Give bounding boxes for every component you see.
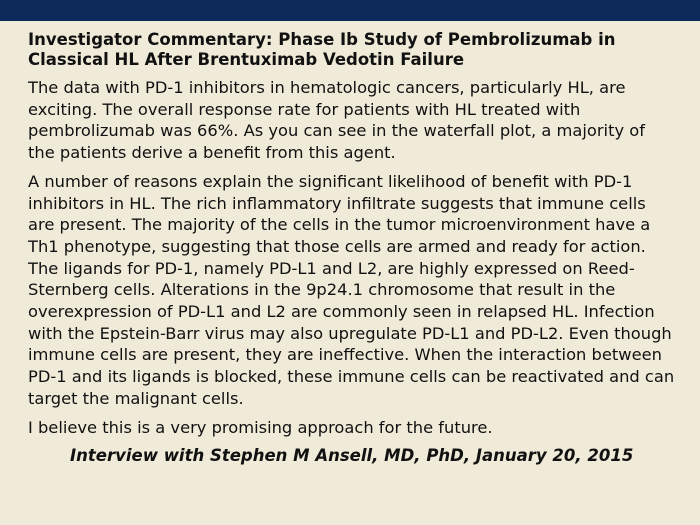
slide-title-line-1: Investigator Commentary: Phase Ib Study of Pembrolizumab in bbox=[28, 30, 616, 49]
slide-title bbox=[28, 30, 676, 70]
paragraph-response-rate: The data with PD-1 inhibitors in hematologic cancers, particularly HL, are exciting. The overall response rate for patients with HL treated with pembrolizumab was 66%. As you can see in the waterfall plot, a majority of the patients derive a benefit from this agent. bbox=[28, 78, 645, 163]
paragraph-conclusion: I believe this is a very promising approach for the future. bbox=[28, 417, 493, 437]
interview-attribution: Interview with Stephen M Ansell, MD, PhD, January 20, 2015 bbox=[70, 446, 634, 466]
header-bar bbox=[0, 0, 700, 21]
slide-title-line-2: Classical HL After Brentuximab Vedotin Failure bbox=[28, 50, 465, 69]
paragraph-mechanism: A number of reasons explain the significant likelihood of benefit with PD-1 inhibitors in HL. The rich inflammatory infiltrate suggests that immune cells are present. The majority of the cells in the tumor microenvironment have a Th1 phenotype, suggesting that those cells are armed and ready for action. The ligands for PD-1, namely PD-L1 and L2, are highly expressed on Reed-Sternberg cells. Alterations in the 9p24.1 chromosome that result in the overexpression of PD-L1 and L2 are commonly seen in relapsed HL. Infection with the Epstein-Barr virus may also upregulate PD-L1 and PD-L2. Even though immune cells are present, they are ineffective. When the interaction between PD-1 and its ligands is blocked, these immune cells can be reactivated and can target the malignant cells. bbox=[28, 171, 675, 408]
slide-content bbox=[28, 30, 676, 466]
